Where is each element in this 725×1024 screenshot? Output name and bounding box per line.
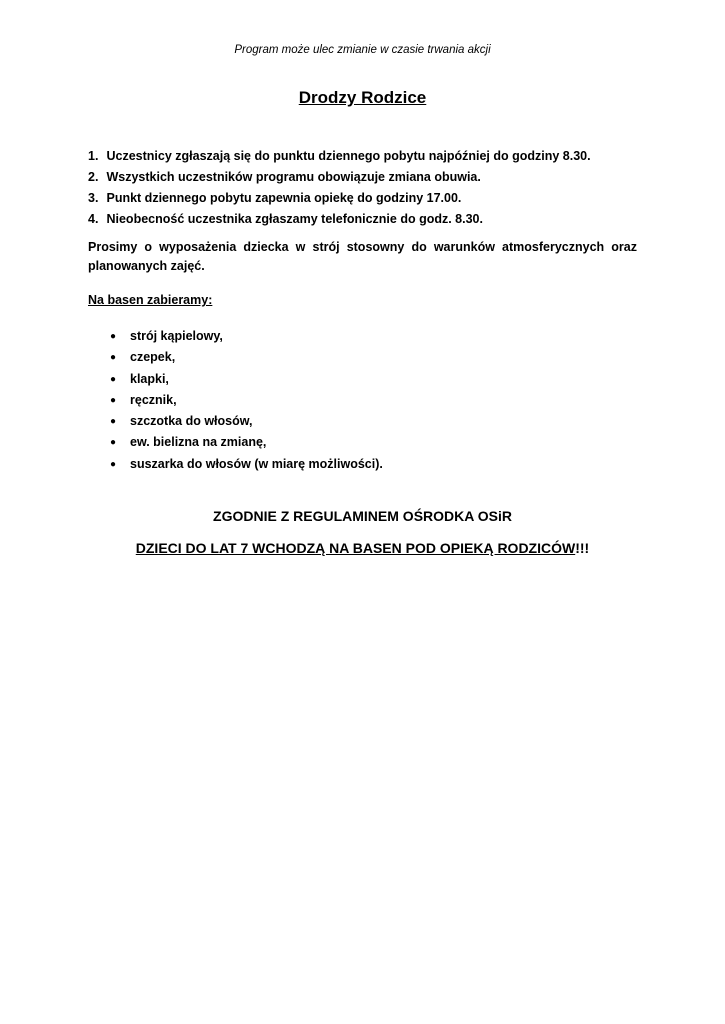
bullet-icon: ● xyxy=(110,437,117,449)
rule-number: 2. xyxy=(88,170,99,184)
bullet-icon: ● xyxy=(110,458,117,470)
list-item-text: suszarka do włosów (w miarę możliwości). xyxy=(130,456,383,471)
list-item xyxy=(110,390,610,411)
bullet-icon: ● xyxy=(110,416,117,428)
rule-item xyxy=(88,209,648,230)
list-item-text: ręcznik, xyxy=(130,392,177,407)
exclamation-marks: !!! xyxy=(575,540,590,556)
children-age-notice-text: DZIECI DO LAT 7 WCHODZĄ NA BASEN POD OPIEKĄ RODZICÓW xyxy=(135,540,576,556)
list-item xyxy=(110,369,610,390)
rules-list xyxy=(88,146,648,230)
bullet-icon: ● xyxy=(110,373,117,385)
rule-text: Wszystkich uczestników programu obowiązuje zmiana obuwia. xyxy=(106,170,481,184)
list-item xyxy=(110,347,610,368)
bullet-icon: ● xyxy=(110,352,117,364)
rule-text: Uczestnicy zgłaszają się do punktu dziennego pobytu najpóźniej do godziny 8.30. xyxy=(106,149,591,163)
list-item xyxy=(110,454,610,475)
list-item xyxy=(110,411,610,432)
list-item-text: strój kąpielowy, xyxy=(130,329,223,343)
rule-item xyxy=(88,146,648,167)
rule-number: 1. xyxy=(88,149,99,163)
program-change-note: Program może ulec zmianie w czasie trwania akcji xyxy=(234,44,491,56)
list-item-text: ew. bielizna na zmianę, xyxy=(130,435,267,450)
rule-text: Punkt dziennego pobytu zapewnia opiekę do godziny 17.00. xyxy=(106,191,462,205)
children-age-notice xyxy=(0,540,725,556)
pool-items-list xyxy=(110,326,610,475)
list-item xyxy=(110,326,610,347)
bullet-icon: ● xyxy=(110,331,117,342)
rule-number: 3. xyxy=(88,191,99,205)
clothing-request-paragraph: Prosimy o wyposażenia dziecka w strój stosowny do warunków atmosferycznych oraz planowanych zajęć. xyxy=(88,240,637,273)
rule-item xyxy=(88,188,648,209)
page-title: Drodzy Rodzice xyxy=(298,88,427,107)
list-item-text: szczotka do włosów, xyxy=(130,414,253,429)
pool-items-heading: Na basen zabieramy: xyxy=(88,293,213,307)
bullet-icon: ● xyxy=(110,394,117,406)
rule-number: 4. xyxy=(88,212,99,226)
list-item-text: czepek, xyxy=(130,350,176,365)
rule-text: Nieobecność uczestnika zgłaszamy telefonicznie do godz. 8.30. xyxy=(106,212,483,226)
rule-item xyxy=(88,167,648,188)
list-item-text: klapki, xyxy=(130,371,169,386)
list-item xyxy=(110,432,610,453)
regulation-notice: ZGODNIE Z REGULAMINEM OŚRODKA OSiR xyxy=(213,508,512,524)
